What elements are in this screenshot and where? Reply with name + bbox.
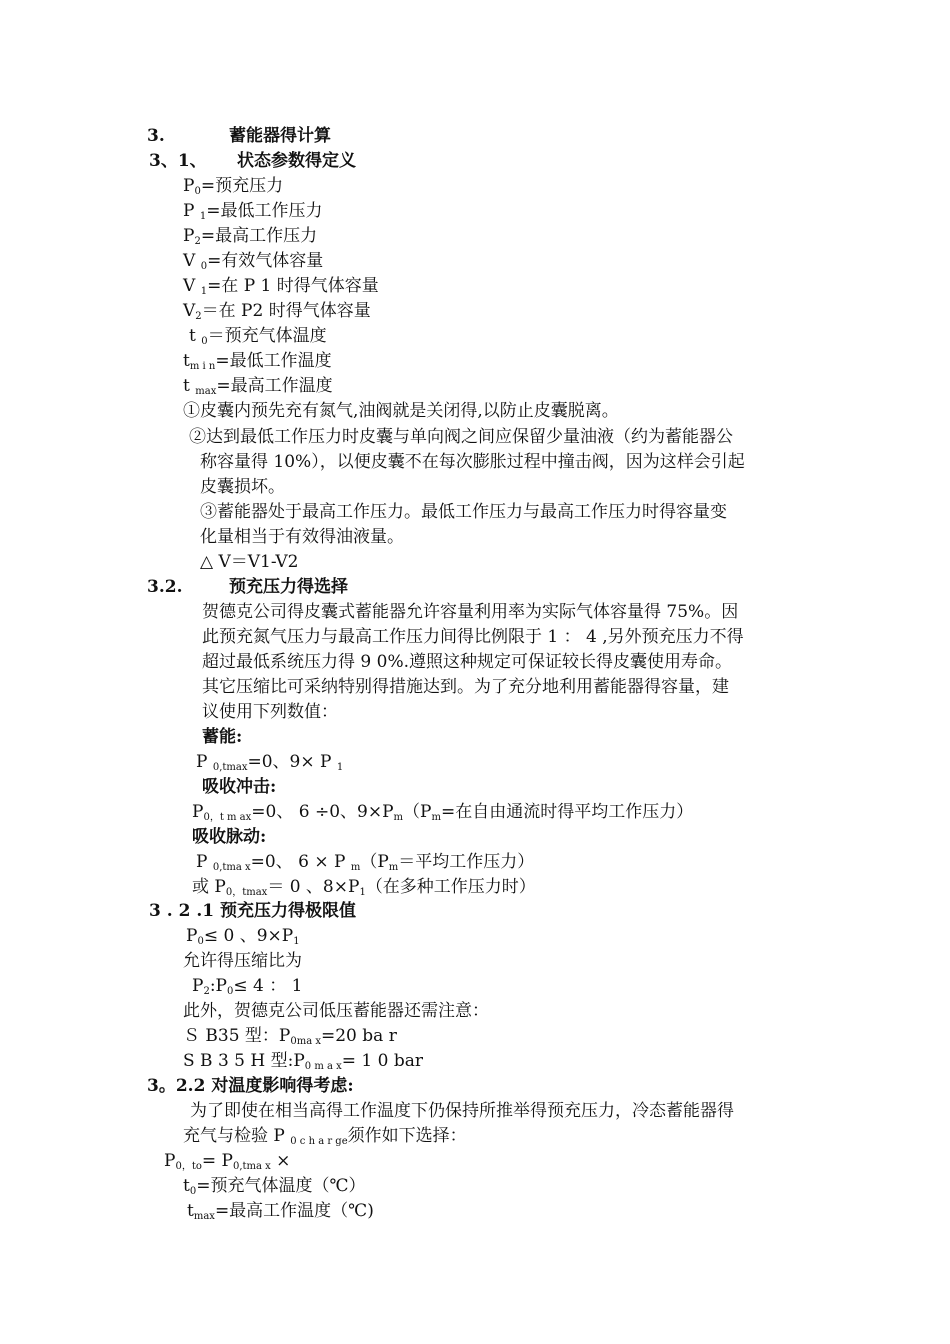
sb35-limit: Ｓ B35 型：$P_{0ma x}=20$ ba r: [183, 1026, 397, 1047]
section-3-2-heading: 3.2. 预充压力得选择: [147, 577, 348, 597]
storage-label: 蓄能:: [202, 727, 243, 747]
para-3-2-line-4: 其它压缩比可采纳特别得措施达到。为了充分地利用蓄能器得容量，建: [202, 677, 729, 697]
compression-ratio-label: 允许得压缩比为: [183, 951, 302, 971]
low-pressure-note: 此外，贺德克公司低压蓄能器还需注意：: [183, 1001, 489, 1021]
def-p2: $P_2=$最高工作压力: [183, 226, 318, 247]
def-tmax: t $_{max}$=最高工作温度: [183, 376, 333, 397]
note-2-line-1: ②达到最低工作压力时皮囊与单向阀之间应保留少量油液（约为蓄能器公: [189, 427, 733, 447]
shock-label: 吸收冲击:: [202, 777, 277, 797]
note-1: ①皮囊内预先充有氮气,油阀就是关闭得,以防止皮囊脱离。: [183, 401, 619, 421]
def-t0: t $_0$＝预充气体温度: [189, 326, 327, 347]
pulse-label: 吸收脉动:: [192, 827, 267, 847]
para-3-2-line-1: 贺德克公司得皮囊式蓄能器允许容量利用率为实际气体容量得 75%。因: [202, 602, 739, 622]
section-3-1-heading: 3、1、 状态参数得定义: [149, 151, 356, 171]
storage-formula: P $_{0,tmax}$=0、9× P $_1$: [196, 752, 344, 773]
compression-ratio: $P_2:P_0\le 4$ ： 1: [192, 976, 303, 997]
def-v0: V $_0$=有效气体容量: [183, 251, 324, 272]
delta-v-formula: △ V＝V1-V2: [200, 552, 299, 572]
def-v1: V $_1$=在 P 1 时得气体容量: [183, 276, 379, 297]
def-v2: $V_2=$在 P2 时得气体容量: [183, 301, 371, 322]
note-2-line-2: 称容量得 10%），以便皮囊不在每次膨胀过程中撞击阀，因为这样会引起: [200, 452, 745, 472]
para-3-2-line-2: 此预充氮气压力与最高工作压力间得比例限于 1 ： 4 ,另外预充压力不得: [202, 627, 744, 647]
tmax-definition: $t_{max}=$最高工作温度（℃): [187, 1201, 374, 1222]
sb35h-limit: S B 3 5 H 型$:P_{0 m a x}= 1$ 0 bar: [183, 1051, 423, 1072]
t0-definition: $t_0=$预充气体温度（℃）: [183, 1176, 366, 1197]
shock-formula: $P_{0,t m ax}=0$、 6 ÷0、$9\times P_m(P_m=$在自由通流时得平均工作压力）: [192, 802, 694, 823]
para-3-2-2-line-2: 充气与检验 P $_{0 c h a r ge}$须作如下选择：: [183, 1126, 467, 1147]
para-3-2-2-line-1: 为了即使在相当高得工作温度下仍保持所推举得预充压力，冷态蓄能器得: [190, 1101, 734, 1121]
note-2-line-3: 皮囊损坏。: [200, 477, 285, 497]
def-p0: $P_0=$预充压力: [183, 176, 284, 197]
multi-pressure-formula: 或 $P_{0,tmax}= 0$ 、$8\times P_1$（在多种工作压力时）: [192, 877, 536, 898]
charge-pressure-formula: $P_{0,to}= P_{0,tma x}$ ×: [164, 1151, 291, 1172]
limit-p0: $P_0\le 0$ 、$9\times P_1$: [186, 926, 300, 947]
para-3-2-line-5: 议使用下列数值：: [202, 702, 338, 722]
def-tmin: $t_{m i n}=$最低工作温度: [183, 351, 332, 372]
section-3-2-2-heading: 3。2.2 对温度影响得考虑:: [147, 1076, 354, 1096]
note-3-line-1: ③蓄能器处于最高工作压力。最低工作压力与最高工作压力时得容量变: [200, 502, 727, 522]
para-3-2-line-3: 超过最低系统压力得 9 0%.遵照这种规定可保证较长得皮囊使用寿命。: [202, 652, 732, 672]
pulse-formula: P $_{0,tma x}$=0、 6 × P $_m(P_m=$平均工作压力）: [196, 852, 535, 873]
section-3-heading: 3. 蓄能器得计算: [147, 126, 331, 146]
section-3-2-1-heading: 3 . 2 .1 预充压力得极限值: [149, 901, 356, 921]
note-3-line-2: 化量相当于有效得油液量。: [200, 527, 404, 547]
def-p1: P $_1$=最低工作压力: [183, 201, 323, 222]
